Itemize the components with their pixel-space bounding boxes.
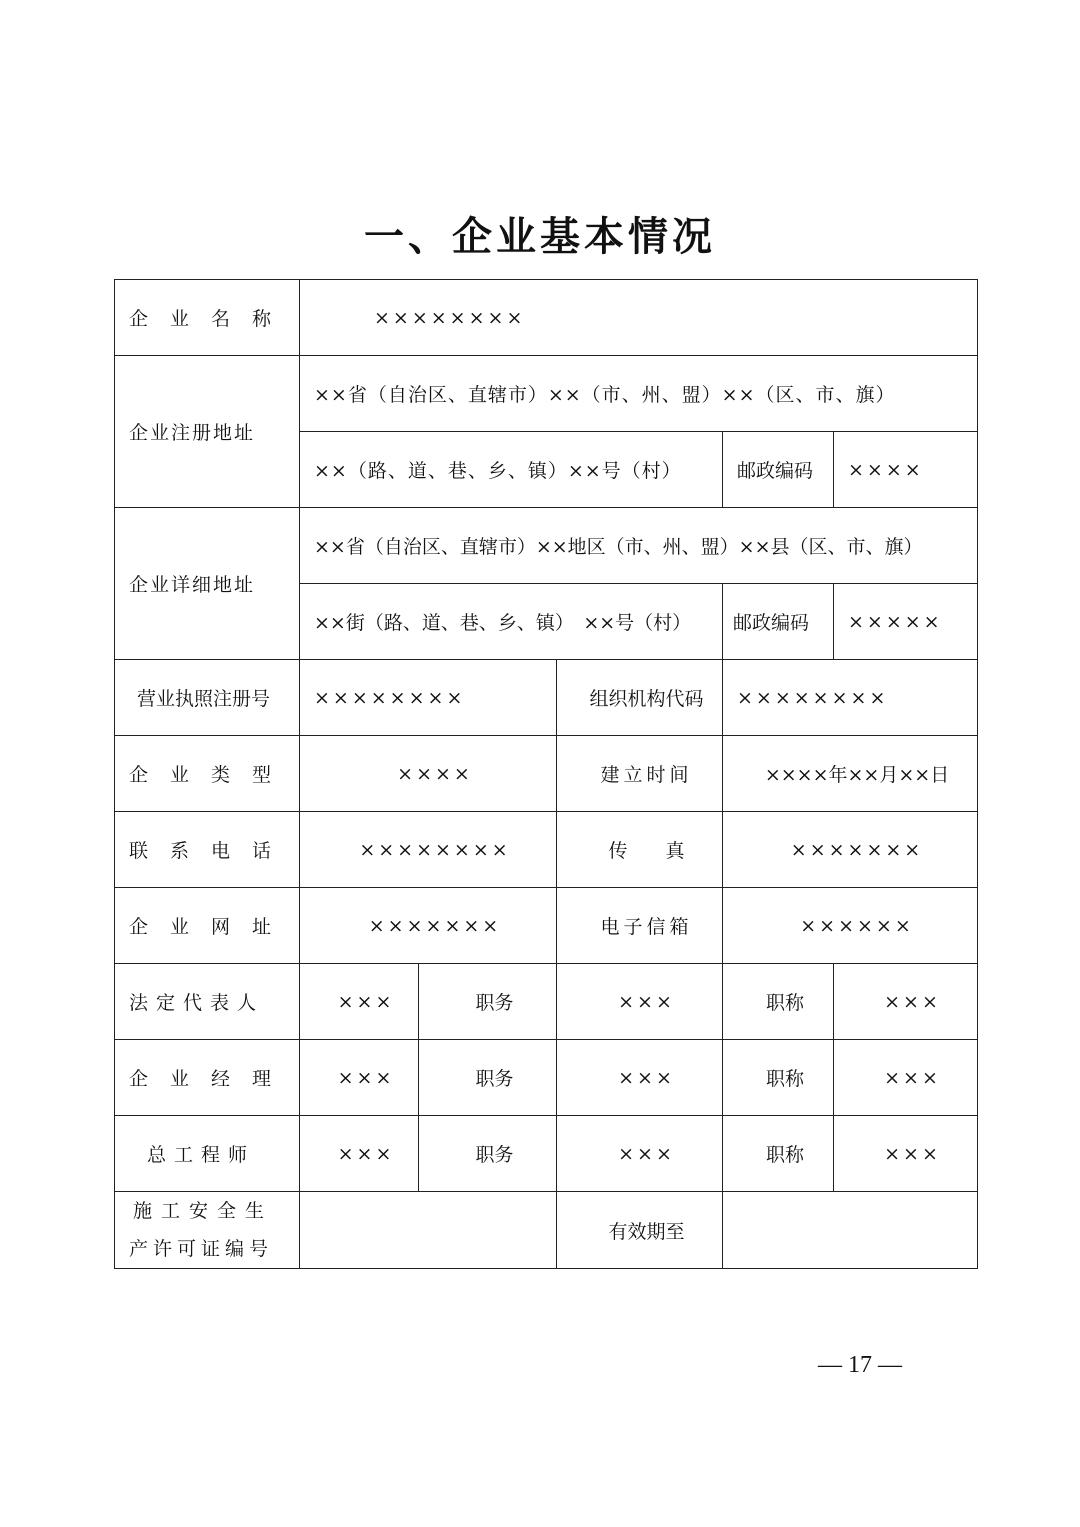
value-reg-address-line2: ××（路、道、巷、乡、镇）××号（村） <box>300 432 723 508</box>
value-enterprise-type: ×××× <box>300 736 557 812</box>
label-manager-duty: 职务 <box>419 1040 557 1116</box>
value-chief-engineer-title: ××× <box>834 1116 978 1192</box>
row-license <box>115 660 978 736</box>
label-chief-engineer: 总工程师 <box>115 1116 300 1192</box>
value-detail-postcode: ××××× <box>834 584 978 660</box>
enterprise-info-table <box>114 279 978 1269</box>
value-fax: ××××××× <box>723 812 978 888</box>
label-valid-until: 有效期至 <box>557 1192 723 1269</box>
label-chief-engineer-title: 职称 <box>723 1116 834 1192</box>
row-enterprise-name <box>115 280 978 356</box>
row-detail-address-1 <box>115 508 978 584</box>
label-reg-address: 企业注册地址 <box>115 356 300 508</box>
label-chief-engineer-duty: 职务 <box>419 1116 557 1192</box>
label-detail-address: 企业详细地址 <box>115 508 300 660</box>
label-phone: 联系电话 <box>115 812 300 888</box>
value-phone: ×××××××× <box>300 812 557 888</box>
value-reg-postcode: ×××× <box>834 432 978 508</box>
row-type <box>115 736 978 812</box>
label-reg-postcode: 邮政编码 <box>723 432 834 508</box>
value-manager-title: ××× <box>834 1040 978 1116</box>
label-legal-rep: 法定代表人 <box>115 964 300 1040</box>
value-reg-address-line1: ××省（自治区、直辖市）××（市、州、盟）××（区、市、旗） <box>300 356 978 432</box>
label-manager: 企业经理 <box>115 1040 300 1116</box>
row-legal-rep <box>115 964 978 1040</box>
value-chief-engineer: ××× <box>300 1116 419 1192</box>
label-safety-permit-line1: 施工安全生 <box>133 1200 274 1222</box>
value-detail-address-line1: ××省（自治区、直辖市）××地区（市、州、盟）××县（区、市、旗） <box>300 508 978 584</box>
label-enterprise-name: 企业名称 <box>115 280 300 356</box>
value-detail-address-line2: ××街（路、道、巷、乡、镇） ××号（村） <box>300 584 723 660</box>
value-legal-rep-title: ××× <box>834 964 978 1040</box>
label-established-date: 建立时间 <box>557 736 723 812</box>
value-email: ×××××× <box>723 888 978 964</box>
label-legal-rep-duty: 职务 <box>419 964 557 1040</box>
value-valid-until <box>723 1192 978 1269</box>
value-legal-rep: ××× <box>300 964 419 1040</box>
row-chief-engineer <box>115 1116 978 1192</box>
value-legal-rep-duty: ××× <box>557 964 723 1040</box>
label-manager-title: 职称 <box>723 1040 834 1116</box>
label-detail-postcode: 邮政编码 <box>723 584 834 660</box>
value-manager: ××× <box>300 1040 419 1116</box>
row-website <box>115 888 978 964</box>
value-license-number: ×××××××× <box>300 660 557 736</box>
label-fax: 传 真 <box>557 812 723 888</box>
label-org-code: 组织机构代码 <box>557 660 723 736</box>
label-email: 电子信箱 <box>557 888 723 964</box>
value-enterprise-name: ×××××××× <box>300 280 978 356</box>
row-manager <box>115 1040 978 1116</box>
label-safety-permit <box>115 1192 300 1269</box>
label-website: 企业网址 <box>115 888 300 964</box>
label-legal-rep-title: 职称 <box>723 964 834 1040</box>
row-phone <box>115 812 978 888</box>
value-established-date: ××××年××月××日 <box>723 736 978 812</box>
label-license-number: 营业执照注册号 <box>115 660 300 736</box>
value-org-code: ×××××××× <box>723 660 978 736</box>
page-title: 一、企业基本情况 <box>364 213 716 260</box>
label-enterprise-type: 企业类型 <box>115 736 300 812</box>
value-safety-permit <box>300 1192 557 1269</box>
row-reg-address-1 <box>115 356 978 432</box>
value-website: ××××××× <box>300 888 557 964</box>
page-number: — 17 — <box>818 1352 902 1378</box>
value-chief-engineer-duty: ××× <box>557 1116 723 1192</box>
label-safety-permit-line2: 产许可证编号 <box>129 1238 274 1260</box>
value-manager-duty: ××× <box>557 1040 723 1116</box>
row-permit <box>115 1192 978 1269</box>
